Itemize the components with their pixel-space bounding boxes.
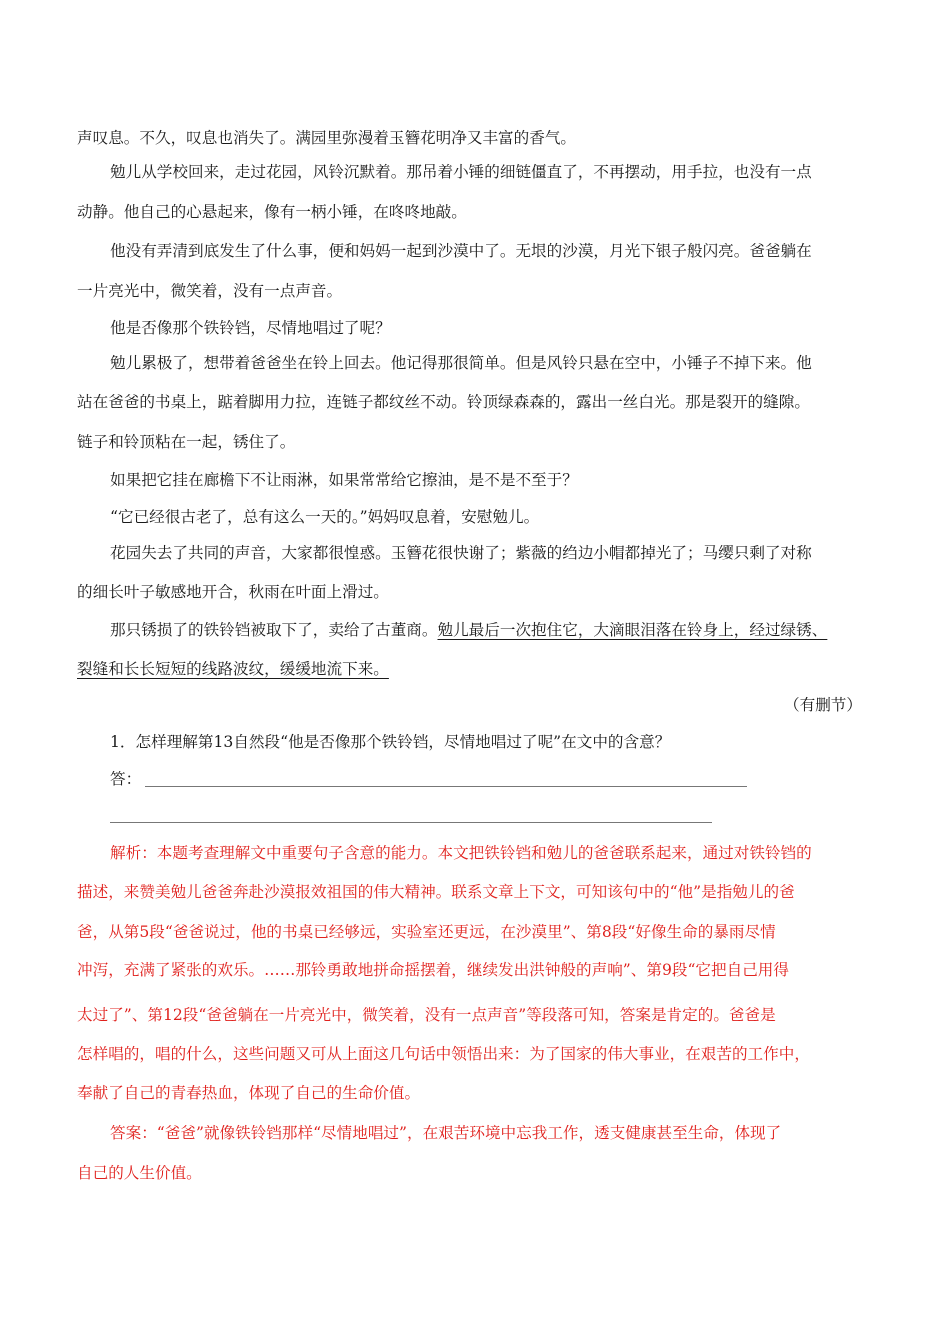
analysis-line: 描述，来赞美勉儿爸爸奔赴沙漠报效祖国的伟大精神。联系文章上下文，可知该句中的“他”是指勉儿的爸 xyxy=(77,883,795,901)
analysis-line: 冲泻，充满了紧张的欢乐。……那铃勇敢地拼命摇摆着，继续发出洪钟般的声响”、第9段“它把自己用得 xyxy=(77,961,789,979)
passage-line: “它已经很古老了，总有这么一天的。”妈妈叹息着，安慰勉儿。 xyxy=(110,508,540,526)
analysis-line: 爸，从第5段“爸爸说过，他的书桌已经够远，实验室还更远，在沙漠里”、第8段“好像生命的暴雨尽情 xyxy=(77,923,776,941)
passage-line: 的细长叶子敏感地开合，秋雨在叶面上滑过。 xyxy=(77,583,389,601)
answer-blank-line[interactable] xyxy=(110,822,712,823)
passage-line: 动静。他自己的心悬起来，像有一柄小锤，在咚咚地敲。 xyxy=(77,203,467,221)
underlined-sentence: 勉儿最后一次抱住它，大滴眼泪落在铃身上，经过绿锈、 xyxy=(437,621,828,639)
passage-line: 勉儿累极了，想带着爸爸坐在铃上回去。他记得那很简单。但是风铃只悬在空中，小锤子不掉下来。他 xyxy=(110,354,812,372)
analysis-line: 怎样唱的，唱的什么，这些问题又可从上面这几句话中领悟出来：为了国家的伟大事业，在艰苦的工作中， xyxy=(77,1045,810,1063)
passage-line: 链子和铃顶粘在一起，锈住了。 xyxy=(77,433,296,451)
abridged-note: （有删节） xyxy=(784,696,862,714)
passage-line: 他是否像那个铁铃铛，尽情地唱过了呢？ xyxy=(110,319,391,337)
underlined-sentence: 裂缝和长长短短的线路波纹，缓缓地流下来。 xyxy=(77,660,389,678)
answer-line: 自己的人生价值。 xyxy=(77,1164,202,1182)
passage-line: 一片亮光中，微笑着，没有一点声音。 xyxy=(77,282,343,300)
passage-line: 站在爸爸的书桌上，踮着脚用力拉，连链子都纹丝不动。铃顶绿森森的，露出一丝白光。那是裂开的缝隙。 xyxy=(77,393,810,411)
question-text: 1．怎样理解第13自然段“他是否像那个铁铃铛，尽情地唱过了呢”在文中的含意？ xyxy=(110,733,671,751)
passage-line: 如果把它挂在廊檐下不让雨淋，如果常常给它擦油，是不是不至于？ xyxy=(110,471,578,489)
analysis-line: 太过了”、第12段“爸爸躺在一片亮光中，微笑着，没有一点声音”等段落可知，答案是肯定的。爸爸是 xyxy=(77,1006,776,1024)
analysis-line: 奉献了自己的青春热血，体现了自己的生命价值。 xyxy=(77,1084,421,1102)
passage-line: 勉儿从学校回来，走过花园，风铃沉默着。那吊着小锤的细链僵直了，不再摆动，用手拉，也没有一点 xyxy=(110,163,812,181)
passage-line xyxy=(110,619,827,641)
passage-line: 他没有弄清到底发生了什么事，便和妈妈一起到沙漠中了。无垠的沙漠，月光下银子般闪亮。爸爸躺在 xyxy=(110,242,812,260)
answer-label: 答： xyxy=(110,770,142,788)
passage-line: 声叹息。不久，叹息也消失了。满园里弥漫着玉簪花明净又丰富的香气。 xyxy=(77,129,577,147)
passage-text: 那只锈损了的铁铃铛被取下了，卖给了古董商。 xyxy=(110,621,438,639)
answer-blank-line[interactable] xyxy=(145,786,747,787)
answer-line: 答案：“爸爸”就像铁铃铛那样“尽情地唱过”，在艰苦环境中忘我工作，透支健康甚至生命，体现了 xyxy=(110,1124,782,1142)
passage-line: 花园失去了共同的声音，大家都很惶惑。玉簪花很快谢了；紫薇的绉边小帽都掉光了；马缨只剩了对称 xyxy=(110,544,812,562)
analysis-line: 解析：本题考查理解文中重要句子含意的能力。本文把铁铃铛和勉儿的爸爸联系起来，通过对铁铃铛的 xyxy=(110,844,812,862)
